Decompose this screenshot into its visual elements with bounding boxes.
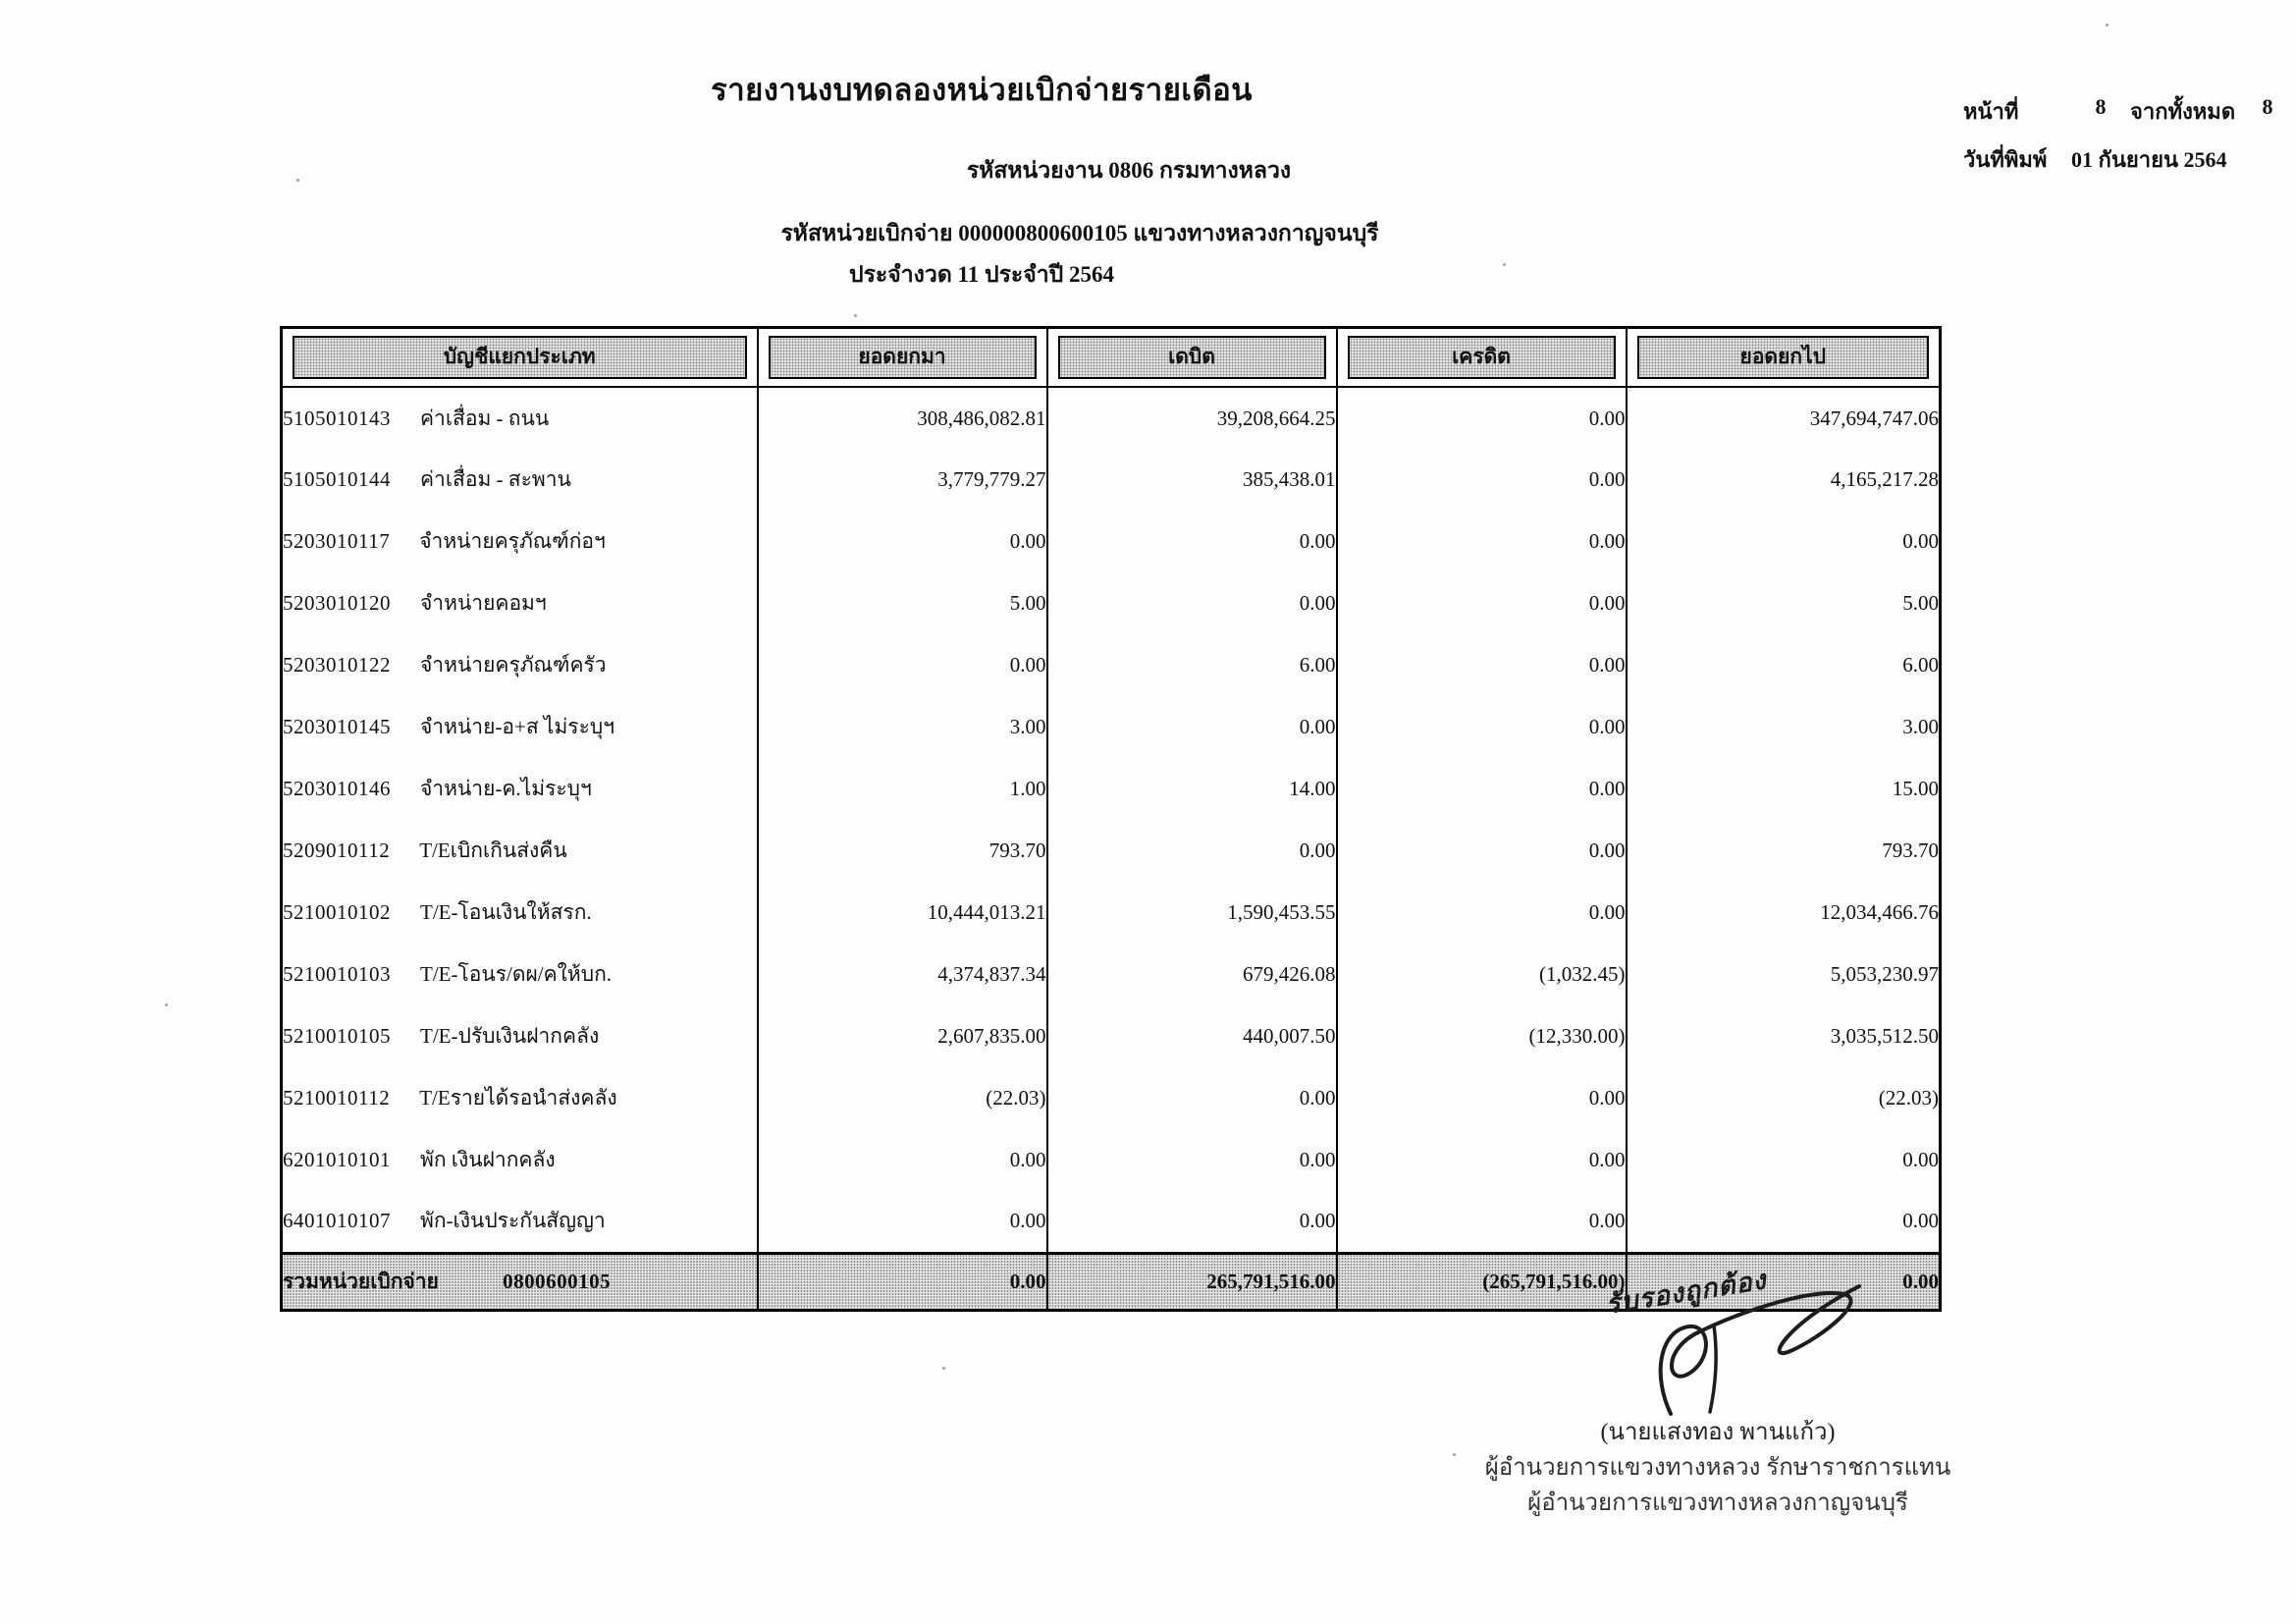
account-code: 5209010112 [283,839,391,862]
account-name: T/Eเบิกเกินส่งคืน [419,839,567,862]
amount-credit: 0.00 [1337,1067,1627,1129]
amount-credit: 0.00 [1337,634,1627,696]
amount-debit: 440,007.50 [1047,1005,1337,1067]
amount-credit: 0.00 [1337,1191,1627,1253]
column-header-account: บัญชีแยกประเภท [293,336,747,379]
amount-carry-out: 5,053,230.97 [1627,944,1941,1005]
account-code: 5203010146 [283,777,391,800]
amount-debit: 0.00 [1047,572,1337,634]
scan-speck [296,179,299,182]
amount-carry-out: 0.00 [1627,1191,1941,1253]
account-code: 5210010112 [283,1086,391,1110]
signer-position-2: ผู้อำนวยการแขวงทางหลวงกาญจนบุรี [1527,1490,1908,1516]
amount-carry-out: 3.00 [1627,696,1941,758]
amount-carry-out: 0.00 [1627,511,1941,572]
amount-credit: 0.00 [1337,387,1627,449]
report-title: รายงานงบทดลองหน่วยเบิกจ่ายรายเดือน [711,73,1253,107]
signature-icon [1620,1267,1914,1424]
account-code: 6201010101 [283,1148,391,1171]
total-credit: (265,791,516.00) [1337,1253,1627,1310]
signature-block [1414,1257,2042,1551]
table-header-row [282,328,1941,388]
scan-speck [942,1367,945,1370]
table-body [282,387,1941,1253]
amount-carry-out: 15.00 [1627,758,1941,820]
table-row [282,1005,1941,1067]
amount-debit: 1,590,453.55 [1047,882,1337,944]
table-row [282,449,1941,511]
table-row [282,944,1941,1005]
amount-carry-in: 0.00 [758,511,1047,572]
total-debit: 265,791,516.00 [1047,1253,1337,1310]
amount-credit: 0.00 [1337,1129,1627,1191]
amount-carry-in: 3,779,779.27 [758,449,1047,511]
total-carry-out: 0.00 [1627,1253,1941,1310]
amount-credit: 0.00 [1337,449,1627,511]
amount-debit: 0.00 [1047,820,1337,882]
table-row [282,634,1941,696]
amount-carry-out: 5.00 [1627,572,1941,634]
amount-carry-in: 4,374,837.34 [758,944,1047,1005]
amount-debit: 39,208,664.25 [1047,387,1337,449]
account-name: จำหน่ายครุภัณฑ์ครัว [420,653,607,677]
total-carry-in: 0.00 [758,1253,1047,1310]
amount-debit: 0.00 [1047,1067,1337,1129]
scan-speck [1453,1453,1456,1456]
amount-debit: 679,426.08 [1047,944,1337,1005]
account-code: 6401010107 [283,1209,391,1233]
column-header-debit: เดบิต [1058,336,1326,379]
account-code: 5203010117 [283,529,391,553]
table-row [282,758,1941,820]
amount-debit: 385,438.01 [1047,449,1337,511]
account-code: 5105010143 [283,406,391,430]
signer-position-1: ผู้อำนวยการแขวงทางหลวง รักษาราชการแทน [1484,1455,1951,1481]
amount-credit: 0.00 [1337,696,1627,758]
scan-speck [1503,263,1506,266]
table-row [282,387,1941,449]
account-code: 5210010105 [283,1024,391,1048]
table-row [282,820,1941,882]
amount-carry-out: 6.00 [1627,634,1941,696]
page-info [1963,94,2296,190]
amount-carry-in: 0.00 [758,1191,1047,1253]
column-header-credit: เครดิต [1348,336,1616,379]
amount-carry-out: (22.03) [1627,1067,1941,1129]
amount-debit: 0.00 [1047,511,1337,572]
certify-text: รับรองถูกต้อง [1603,1265,1769,1320]
amount-debit: 0.00 [1047,696,1337,758]
table-row [282,572,1941,634]
account-name: T/E-โอนร/ดผ/คให้บก. [420,962,613,986]
amount-carry-out: 347,694,747.06 [1627,387,1941,449]
account-code: 5203010122 [283,653,391,677]
amount-carry-out: 3,035,512.50 [1627,1005,1941,1067]
account-code: 5105010144 [283,467,391,491]
amount-carry-in: (22.03) [758,1067,1047,1129]
account-code: 5203010145 [283,715,391,738]
agency-code-line: รหัสหน่วยงาน 0806 กรมทางหลวง [966,158,1292,183]
account-name: ค่าเสื่อม - ถนน [420,406,550,430]
account-name: จำหน่ายครุภัณฑ์ก่อฯ [419,529,606,553]
trial-balance-table [280,326,1942,1312]
account-code: 5210010102 [283,900,391,924]
period-line: ประจำงวด 11 ประจำปี 2564 [848,262,1115,287]
account-name: พัก-เงินประกันสัญญา [420,1209,606,1233]
amount-carry-out: 0.00 [1627,1129,1941,1191]
table-row [282,882,1941,944]
amount-carry-in: 0.00 [758,634,1047,696]
amount-carry-in: 0.00 [758,1129,1047,1191]
account-name: ค่าเสื่อม - สะพาน [420,467,571,491]
account-name: จำหน่าย-ค.ไม่ระบุฯ [420,777,592,800]
table-row [282,1067,1941,1129]
amount-debit: 14.00 [1047,758,1337,820]
amount-carry-in: 308,486,082.81 [758,387,1047,449]
page-label: หน้าที่ [1963,99,2019,124]
total-pages-label: จากทั้งหมด [2130,99,2236,124]
amount-credit: (1,032.45) [1337,944,1627,1005]
scan-speck [2106,24,2109,27]
amount-carry-in: 10,444,013.21 [758,882,1047,944]
amount-carry-out: 12,034,466.76 [1627,882,1941,944]
amount-debit: 6.00 [1047,634,1337,696]
column-header-carry-in: ยอดยกมา [769,336,1037,379]
amount-debit: 0.00 [1047,1129,1337,1191]
account-code: 5210010103 [283,962,391,986]
table-row [282,696,1941,758]
account-name: T/E-โอนเงินให้สรก. [420,900,592,924]
table-row [282,1191,1941,1253]
page-number: 8 [2095,94,2107,119]
print-date: 01 กันยายน 2564 [2071,147,2227,172]
signer-name: (นายแสงทอง พานแก้ว) [1600,1420,1836,1445]
amount-carry-out: 793.70 [1627,820,1941,882]
account-name: พัก เงินฝากคลัง [420,1148,556,1171]
total-label: รวมหน่วยเบิกจ่าย [283,1269,439,1293]
amount-carry-in: 793.70 [758,820,1047,882]
table-row [282,1129,1941,1191]
total-pages: 8 [2262,94,2273,119]
amount-carry-in: 1.00 [758,758,1047,820]
amount-carry-in: 5.00 [758,572,1047,634]
scan-speck [854,314,857,317]
account-code: 5203010120 [283,591,391,615]
amount-credit: 0.00 [1337,882,1627,944]
account-name: T/Eรายได้รอนำส่งคลัง [419,1086,617,1110]
disbursement-unit-line: รหัสหน่วยเบิกจ่าย 000000800600105 แขวงทางหลวงกาญจนบุรี [780,221,1379,245]
amount-carry-out: 4,165,217.28 [1627,449,1941,511]
scan-speck [165,1003,168,1006]
account-name: T/E-ปรับเงินฝากคลัง [420,1024,600,1048]
amount-credit: 0.00 [1337,820,1627,882]
amount-carry-in: 2,607,835.00 [758,1005,1047,1067]
table-row [282,511,1941,572]
amount-credit: 0.00 [1337,511,1627,572]
print-date-label: วันที่พิมพ์ [1963,147,2048,172]
column-header-carry-out: ยอดยกไป [1637,336,1930,379]
total-unit-code: 0800600105 [503,1269,612,1293]
account-name: จำหน่าย-อ+ส ไม่ระบุฯ [420,715,614,738]
amount-credit: 0.00 [1337,572,1627,634]
amount-debit: 0.00 [1047,1191,1337,1253]
amount-credit: (12,330.00) [1337,1005,1627,1067]
amount-credit: 0.00 [1337,758,1627,820]
account-name: จำหน่ายคอมฯ [420,591,547,615]
amount-carry-in: 3.00 [758,696,1047,758]
